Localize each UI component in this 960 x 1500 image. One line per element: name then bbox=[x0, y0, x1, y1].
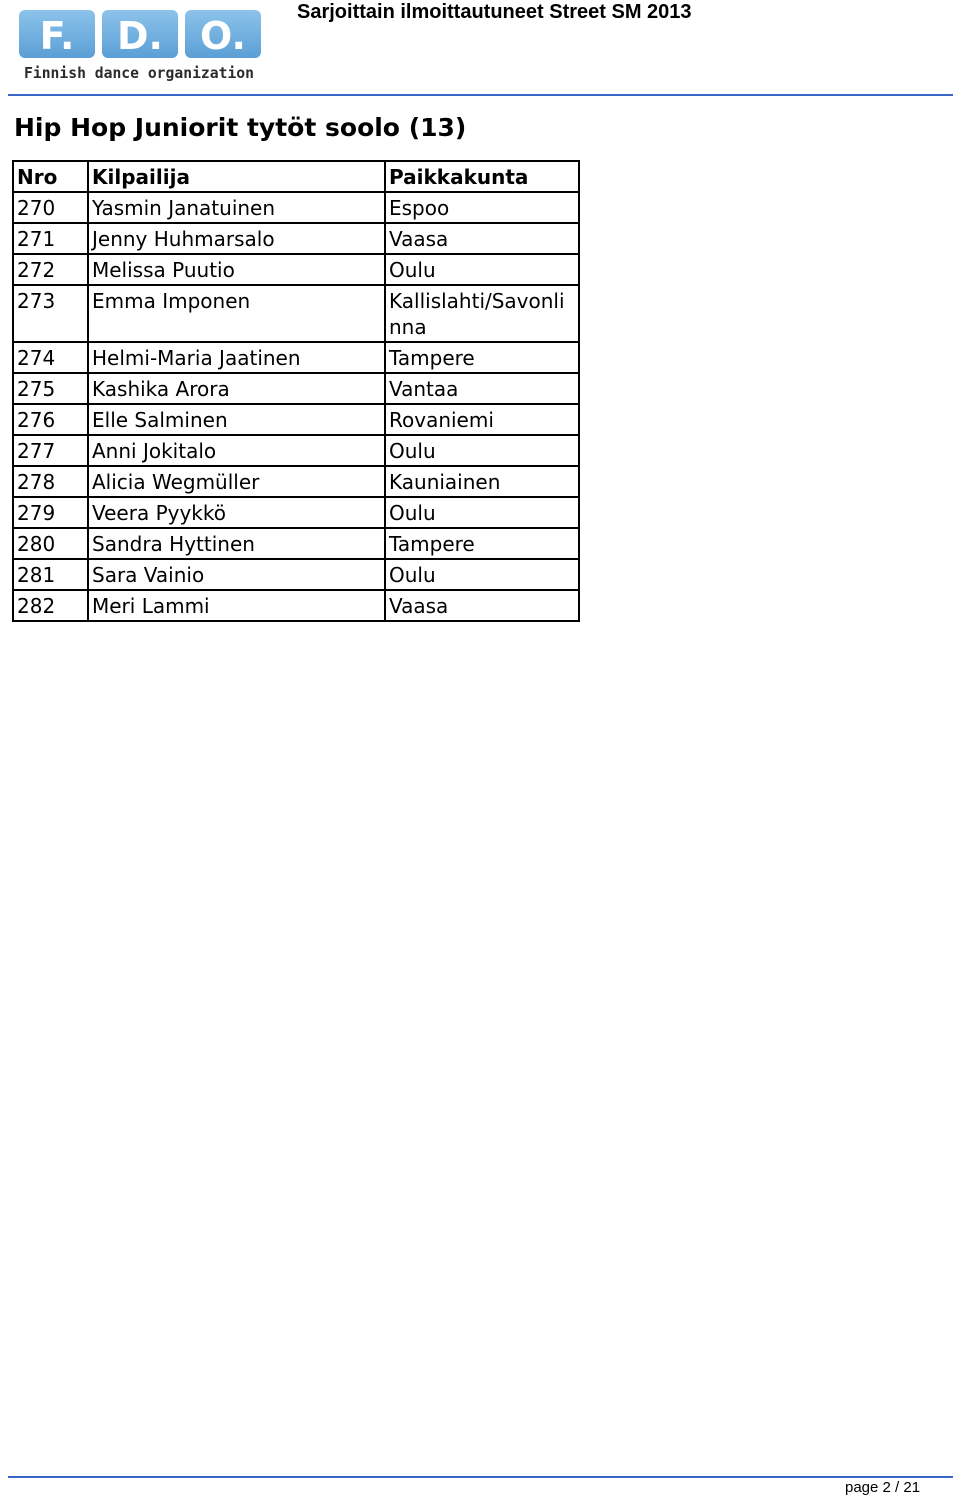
cell-paikkakunta: Kauniainen bbox=[385, 466, 579, 497]
cell-kilpailija: Meri Lammi bbox=[88, 590, 385, 621]
participants-table bbox=[12, 160, 580, 622]
cell-paikkakunta: Oulu bbox=[385, 254, 579, 285]
cell-nro: 272 bbox=[13, 254, 88, 285]
cell-kilpailija: Sandra Hyttinen bbox=[88, 528, 385, 559]
cell-kilpailija: Veera Pyykkö bbox=[88, 497, 385, 528]
cell-kilpailija: Anni Jokitalo bbox=[88, 435, 385, 466]
page-number: page 2 / 21 bbox=[845, 1479, 921, 1496]
cell-nro: 275 bbox=[13, 373, 88, 404]
table-row bbox=[13, 192, 579, 223]
cell-nro: 273 bbox=[13, 285, 88, 342]
cell-nro: 278 bbox=[13, 466, 88, 497]
cell-kilpailija: Melissa Puutio bbox=[88, 254, 385, 285]
cell-paikkakunta: Tampere bbox=[385, 528, 579, 559]
table-row bbox=[13, 342, 579, 373]
logo-tagline: Finnish dance organization bbox=[24, 64, 254, 82]
cell-nro: 274 bbox=[13, 342, 88, 373]
cell-nro: 277 bbox=[13, 435, 88, 466]
table-row bbox=[13, 466, 579, 497]
cell-kilpailija: Alicia Wegmüller bbox=[88, 466, 385, 497]
table-row bbox=[13, 435, 579, 466]
cell-paikkakunta: Espoo bbox=[385, 192, 579, 223]
table-header-row bbox=[13, 161, 579, 192]
table-row bbox=[13, 404, 579, 435]
column-header-kilpailija: Kilpailija bbox=[88, 161, 385, 192]
table-row bbox=[13, 497, 579, 528]
cell-paikkakunta: Vaasa bbox=[385, 590, 579, 621]
logo-letter-f: F. bbox=[39, 14, 75, 58]
table-row bbox=[13, 528, 579, 559]
section-title: Hip Hop Juniorit tytöt soolo (13) bbox=[14, 113, 467, 142]
document-title: Sarjoittain ilmoittautuneet Street SM 2013 bbox=[297, 1, 692, 23]
table-row bbox=[13, 285, 579, 342]
cell-nro: 270 bbox=[13, 192, 88, 223]
cell-nro: 276 bbox=[13, 404, 88, 435]
cell-paikkakunta: Vaasa bbox=[385, 223, 579, 254]
logo-letter-o: O. bbox=[200, 14, 246, 58]
cell-nro: 280 bbox=[13, 528, 88, 559]
table-row bbox=[13, 373, 579, 404]
cell-paikkakunta: Rovaniemi bbox=[385, 404, 579, 435]
fdo-logo bbox=[18, 8, 262, 86]
cell-kilpailija: Elle Salminen bbox=[88, 404, 385, 435]
cell-kilpailija: Emma Imponen bbox=[88, 285, 385, 342]
footer-divider bbox=[8, 1476, 953, 1478]
table-row bbox=[13, 223, 579, 254]
cell-paikkakunta: Kallislahti/Savonlinna bbox=[385, 285, 579, 342]
table-row bbox=[13, 254, 579, 285]
cell-paikkakunta: Vantaa bbox=[385, 373, 579, 404]
table-row bbox=[13, 590, 579, 621]
column-header-paikkakunta: Paikkakunta bbox=[385, 161, 579, 192]
cell-kilpailija: Yasmin Janatuinen bbox=[88, 192, 385, 223]
cell-paikkakunta: Oulu bbox=[385, 559, 579, 590]
cell-kilpailija: Jenny Huhmarsalo bbox=[88, 223, 385, 254]
table-row bbox=[13, 559, 579, 590]
cell-paikkakunta: Tampere bbox=[385, 342, 579, 373]
column-header-nro: Nro bbox=[13, 161, 88, 192]
cell-nro: 281 bbox=[13, 559, 88, 590]
cell-nro: 279 bbox=[13, 497, 88, 528]
cell-kilpailija: Sara Vainio bbox=[88, 559, 385, 590]
logo-letter-d: D. bbox=[117, 14, 163, 58]
cell-kilpailija: Kashika Arora bbox=[88, 373, 385, 404]
cell-kilpailija: Helmi-Maria Jaatinen bbox=[88, 342, 385, 373]
cell-paikkakunta: Oulu bbox=[385, 497, 579, 528]
cell-paikkakunta: Oulu bbox=[385, 435, 579, 466]
header-divider bbox=[8, 94, 953, 96]
cell-nro: 282 bbox=[13, 590, 88, 621]
cell-nro: 271 bbox=[13, 223, 88, 254]
